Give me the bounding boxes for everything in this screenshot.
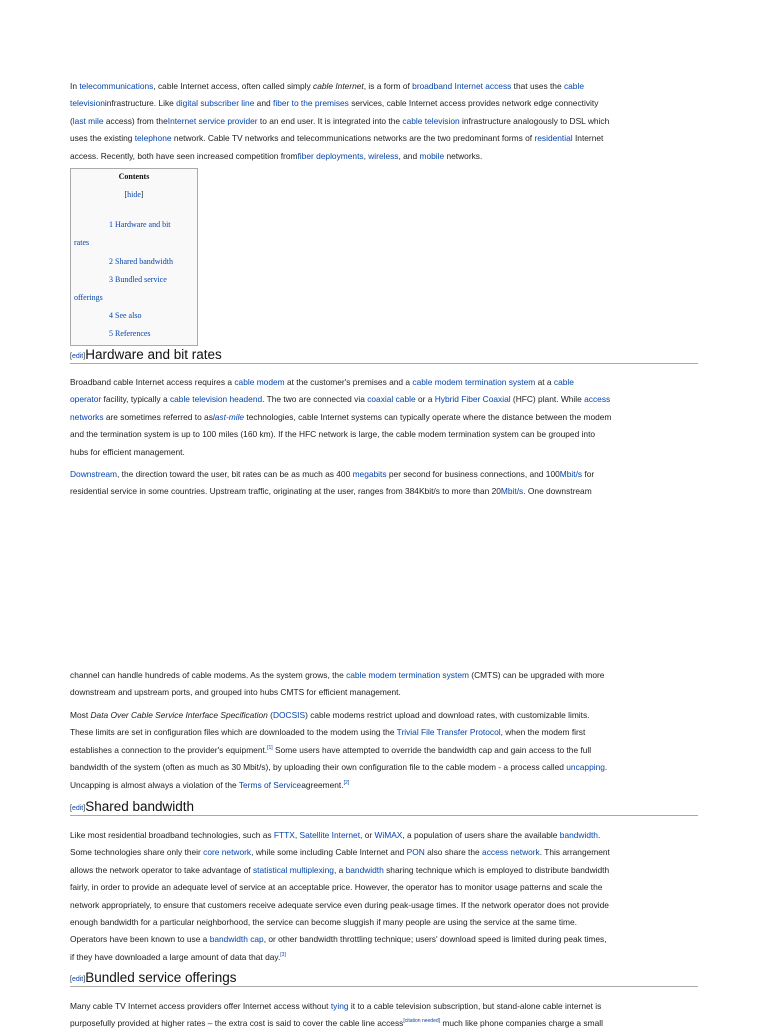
link-cable[interactable]: cable xyxy=(563,81,584,91)
link-last-mile-2[interactable]: last-mile xyxy=(212,411,245,422)
text: networks. xyxy=(444,150,483,161)
text: , when the modem first xyxy=(500,727,586,738)
text: , and xyxy=(398,150,420,161)
link-fiber[interactable]: fiber deployments xyxy=(297,150,364,161)
link-access-network[interactable]: access network xyxy=(482,847,540,858)
text: and the termination system is up to 100 miles (160 km). If the HFC network is large, the cable modem termination system can be grouped into xyxy=(70,429,596,440)
section-heading-bundled xyxy=(70,969,698,987)
link-broadband[interactable]: broadband Internet access xyxy=(412,81,512,91)
section-title: Bundled service offerings xyxy=(85,970,237,985)
link-pon[interactable]: PON xyxy=(406,847,425,858)
italic-term: cable Internet xyxy=(313,81,364,91)
text: , is a form of xyxy=(363,81,413,91)
link-last-mile[interactable]: last mile xyxy=(72,115,104,126)
text: . xyxy=(604,762,608,773)
bracket: ] xyxy=(83,353,86,360)
text: , or xyxy=(360,830,375,840)
text: technologies, cable Internet systems can typically operate where the distance between the modem xyxy=(244,411,612,422)
text: if they have downloaded a large amount of data that day. xyxy=(70,951,281,962)
text: and xyxy=(254,98,273,109)
link-wireless[interactable]: wireless xyxy=(368,150,399,161)
text: much like phone companies charge a small xyxy=(440,1018,603,1029)
toc-item-see-also[interactable]: 4 See also xyxy=(109,311,142,320)
text: downstream and upstream ports, and grouped into hubs CMTS for efficient management. xyxy=(70,687,401,698)
citation-1[interactable]: [1] xyxy=(267,745,273,752)
link-cable-operator[interactable]: cable xyxy=(553,377,574,387)
text: , xyxy=(294,830,300,840)
text: Many cable TV Internet access providers offer Internet access without xyxy=(70,1001,331,1011)
link-megabits[interactable]: megabits xyxy=(352,469,387,479)
text: , or other bandwidth throttling technique; users' download speed is limited during peak times, xyxy=(263,934,607,945)
link-wimax[interactable]: WiMAX xyxy=(374,830,403,840)
text: network appropriately, to ensure that customers receive adequate service even during peak-usage times. If the network operator does not provide xyxy=(70,899,609,910)
text: , cable Internet access, often called simply xyxy=(153,81,313,91)
text: are sometimes referred to as xyxy=(103,411,213,422)
table-of-contents xyxy=(70,168,198,346)
text: ( xyxy=(70,115,73,126)
link-television[interactable]: television xyxy=(70,98,105,109)
text: Operators have been known to use a xyxy=(70,934,210,945)
link-bandwidth-cap[interactable]: bandwidth cap xyxy=(209,934,264,945)
toc-item-bundled[interactable]: 3 Bundled service xyxy=(109,275,167,284)
link-bandwidth-2[interactable]: bandwidth xyxy=(345,864,384,875)
link-cmts-2[interactable]: cable modem termination system xyxy=(346,670,469,680)
docsis-paragraph xyxy=(70,707,698,794)
text: also share the xyxy=(424,847,483,858)
text: Uncapping is almost always a violation of the xyxy=(70,779,239,790)
link-core-network[interactable]: core network xyxy=(203,847,252,858)
toc-item-references[interactable]: 5 References xyxy=(109,329,151,338)
link-hfc[interactable]: Hybrid Fiber Coaxial xyxy=(434,394,511,405)
hardware-paragraph xyxy=(70,374,698,461)
text: Internet xyxy=(572,133,604,144)
toc-item-hardware-cont[interactable]: rates xyxy=(74,238,90,247)
toc-title: Contents xyxy=(118,172,150,181)
text: per second for business connections, and 100 xyxy=(386,469,560,479)
intro-paragraph xyxy=(70,78,698,165)
text: infrastructure analogously to DSL which xyxy=(459,115,610,126)
text: (HFC) plant. While xyxy=(510,394,585,405)
text: . xyxy=(597,830,601,840)
section-title: Shared bandwidth xyxy=(85,799,195,814)
shared-bandwidth-paragraph xyxy=(70,827,698,966)
cmts-paragraph xyxy=(70,667,698,702)
edit-link[interactable]: edit xyxy=(71,353,84,360)
text: that uses the xyxy=(511,81,564,91)
text: services, cable Internet access provides network edge connectivity xyxy=(348,98,599,109)
link-bandwidth[interactable]: bandwidth xyxy=(559,830,598,840)
bracket: ] xyxy=(83,805,86,812)
text: bandwidth of the system (often as much as 30 Mbit/s), by uploading their own configuration file to the cable modem - a process called xyxy=(70,762,567,773)
link-operator[interactable]: operator xyxy=(70,394,102,405)
text: agreement. xyxy=(301,779,344,790)
text: enough bandwidth for a particular neighborhood, the service can become sluggish if many people are using the service at the same time. xyxy=(70,917,577,928)
text: allows the network operator to take advantage of xyxy=(70,864,253,875)
text: hubs for efficient management. xyxy=(70,446,185,457)
link-terms-of-service[interactable]: Terms of Service xyxy=(238,779,302,790)
bundled-paragraph xyxy=(70,998,698,1033)
bracket: [ xyxy=(124,190,128,199)
text: to an end user. It is integrated into the xyxy=(257,115,403,126)
text: fairly, in order to provide an adequate level of service at an acceptable price. However, the operator has to monitor usage patterns and scale the xyxy=(70,882,603,893)
downstream-paragraph xyxy=(70,466,698,501)
text: These limits are set in configuration files which are downloaded to the modem using the xyxy=(70,727,397,738)
link-satellite-internet[interactable]: Satellite Internet xyxy=(299,830,361,840)
text: it to a cable television subscription, but stand-alone cable internet is xyxy=(348,1001,602,1011)
italic-term: Data Over Cable Service Interface Specification xyxy=(90,710,268,720)
link-mbits[interactable]: Mbit/s xyxy=(559,469,583,479)
text: residential service in some countries. Upstream traffic, originating at the user, ranges from 384Kbit/s to more than 20 xyxy=(70,486,501,497)
text: , a population of users share the available xyxy=(402,830,560,840)
text: ) cable modems restrict upload and download rates, with customizable limits. xyxy=(305,710,590,720)
bracket: [ xyxy=(70,805,72,812)
link-dsl[interactable]: digital subscriber line xyxy=(176,98,255,109)
citation-3[interactable]: [3] xyxy=(280,952,286,959)
link-mobile[interactable]: mobile xyxy=(419,150,445,161)
text: sharing technique which is employed to distribute bandwidth xyxy=(383,864,610,875)
text: . This arrangement xyxy=(539,847,610,858)
bracket: [ xyxy=(70,353,72,360)
link-cmts[interactable]: cable modem termination system xyxy=(412,377,536,387)
edit-link[interactable]: edit xyxy=(71,976,84,983)
text: establishes a connection to the provider's equipment. xyxy=(70,744,268,755)
text: . One downstream xyxy=(523,486,592,497)
link-tftp[interactable]: Trivial File Transfer Protocol xyxy=(396,727,501,738)
link-networks[interactable]: networks xyxy=(70,411,104,422)
text: facility, typically a xyxy=(101,394,170,405)
text: Broadband cable Internet access requires a xyxy=(70,377,235,387)
text: , a xyxy=(333,864,346,875)
link-docsis[interactable]: DOCSIS xyxy=(272,710,306,720)
text: uses the existing xyxy=(70,133,135,144)
toc-item-shared-bandwidth[interactable]: 2 Shared bandwidth xyxy=(109,257,173,266)
text: at the customer's premises and a xyxy=(284,377,413,387)
citation-needed[interactable]: [citation needed] xyxy=(403,1018,441,1025)
text: channel can handle hundreds of cable modems. As the system grows, the xyxy=(70,670,347,680)
link-downstream[interactable]: Downstream xyxy=(70,469,118,479)
link-fttx[interactable]: FTTX xyxy=(273,830,295,840)
text: infrastructure. Like xyxy=(104,98,177,109)
text: . The two are connected via xyxy=(262,394,368,405)
toc-hide-toggle xyxy=(71,190,197,199)
text: Some users have attempted to override the bandwidth cap and gain access to the full xyxy=(272,744,592,755)
bracket: ] xyxy=(83,976,86,983)
text: , xyxy=(363,150,369,161)
link-cable-modem[interactable]: cable modem xyxy=(234,377,285,387)
text: ( xyxy=(267,710,273,720)
link-mbits-2[interactable]: Mbit/s xyxy=(500,486,524,497)
link-uncapping[interactable]: uncapping xyxy=(566,762,605,773)
section-heading-hardware xyxy=(70,346,698,364)
text: at a xyxy=(535,377,554,387)
toc-hide-link[interactable]: hide xyxy=(127,190,141,199)
link-fttp[interactable]: fiber to the premises xyxy=(273,98,349,109)
text: (CMTS) can be upgraded with more xyxy=(468,670,605,680)
citation-2[interactable]: [2] xyxy=(343,779,350,786)
text: Most xyxy=(70,710,91,720)
link-telecommunications[interactable]: telecommunications xyxy=(79,81,154,91)
bracket: ] xyxy=(140,190,144,199)
toc-item-bundled-cont[interactable]: offerings xyxy=(74,293,103,302)
link-coaxial[interactable]: coaxial cable xyxy=(367,394,416,405)
section-title: Hardware and bit rates xyxy=(85,347,222,362)
link-access[interactable]: access xyxy=(584,394,611,405)
text: , while some including Cable Internet and xyxy=(251,847,407,858)
text: for xyxy=(582,469,595,479)
link-cable-television[interactable]: cable television xyxy=(402,115,460,126)
link-statistical-multiplexing[interactable]: statistical multiplexing xyxy=(252,864,334,875)
text: access) from the xyxy=(103,115,168,126)
link-isp[interactable]: Internet service provider xyxy=(167,115,258,126)
text: access. Recently, both have seen increased competition from xyxy=(70,150,298,161)
text: purposefully provided at higher rates – the extra cost is said to cover the cable line access xyxy=(70,1018,404,1029)
section-heading-shared-bandwidth xyxy=(70,798,698,816)
text: , the direction toward the user, bit rates can be as much as 400 xyxy=(117,469,353,479)
edit-link[interactable]: edit xyxy=(71,805,84,812)
text: or a xyxy=(415,394,435,405)
toc-item-hardware[interactable]: 1 Hardware and bit xyxy=(109,220,171,229)
text: Some technologies share only their xyxy=(70,847,204,858)
link-telephone[interactable]: telephone xyxy=(134,133,172,144)
link-residential[interactable]: residential xyxy=(534,133,573,144)
bracket: [ xyxy=(70,976,72,983)
link-tying[interactable]: tying xyxy=(330,1001,349,1011)
text: In xyxy=(70,81,80,91)
text: network. Cable TV networks and telecommunications networks are the two predominant forms of xyxy=(171,133,535,144)
text: Like most residential broadband technologies, such as xyxy=(70,830,274,840)
link-headend[interactable]: cable television headend xyxy=(169,394,263,405)
